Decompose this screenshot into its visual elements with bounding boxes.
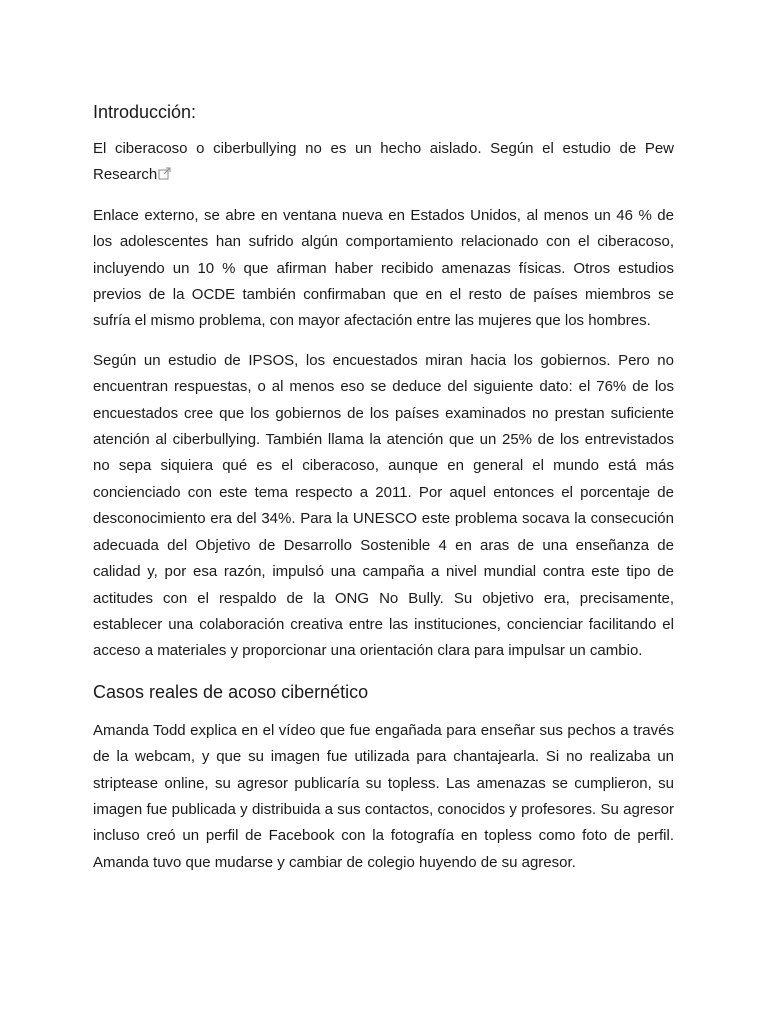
paragraph-ipsos: Según un estudio de IPSOS, los encuestados miran hacia los gobiernos. Pero no encuentran respuestas, o al menos eso se deduce del siguiente dato: el 76% de los encuestados cree que los gobiernos de los países examinados no prestan suficiente atención al ciberbullying. También llama la atención que un 25% de los entrevistados no sepa siquiera qué es el ciberacoso, aunque en general el mundo está más concienciado con este tema respecto a 2011. Por aquel entonces el porcentaje de desconocimiento era del 34%. Para la UNESCO este problema socava la consecución adecuada del Objetivo de Desarrollo Sostenible 4 en aras de una enseñanza de calidad y, por esa razón, impulsó una campaña a nivel mundial contra este tipo de actitudes con el respaldo de la ONG No Bully. Su objetivo era, precisamente, establecer una colaboración creativa entre las instituciones, concienciar facilitando el acceso a materiales y proporcionar una orientación clara para impulsar un cambio. <box>93 351 674 660</box>
paragraph-amanda-todd: Amanda Todd explica en el vídeo que fue engañada para enseñar sus pechos a través de la webcam, y que su imagen fue utilizada para chantajearla. Si no realizaba un striptease online, su agresor publicaría su topless. Las amenazas se cumplieron, su imagen fue publicada y distribuida a sus contactos, conocidos y profesores. Su agresor incluso creó un perfil de Facebook con la fotografía en topless como foto de perfil. Amanda tuvo que mudarse y cambiar de colegio huyendo de su agresor. <box>93 721 674 871</box>
section-heading-introduccion: Introducción: <box>93 102 197 122</box>
paragraph-pew-research: Enlace externo, se abre en ventana nueva en Estados Unidos, al menos un 46 % de los adolescentes han sufrido algún comportamiento relacionado con el ciberacoso, incluyendo un 10 % que afirman haber recibido amenazas físicas. Otros estudios previos de la OCDE también confirmaban que en el resto de países miembros se sufría el mismo problema, con mayor afectación entre las mujeres que los hombres. <box>93 206 674 330</box>
paragraph-intro-text: El ciberacoso o ciberbullying no es un hecho aislado. Según el estudio de Pew Research <box>93 140 674 184</box>
external-link-icon[interactable] <box>158 163 171 189</box>
paragraph-intro <box>93 136 674 190</box>
document-page <box>93 100 674 876</box>
section-heading-casos-reales: Casos reales de acoso cibernético <box>93 681 369 702</box>
